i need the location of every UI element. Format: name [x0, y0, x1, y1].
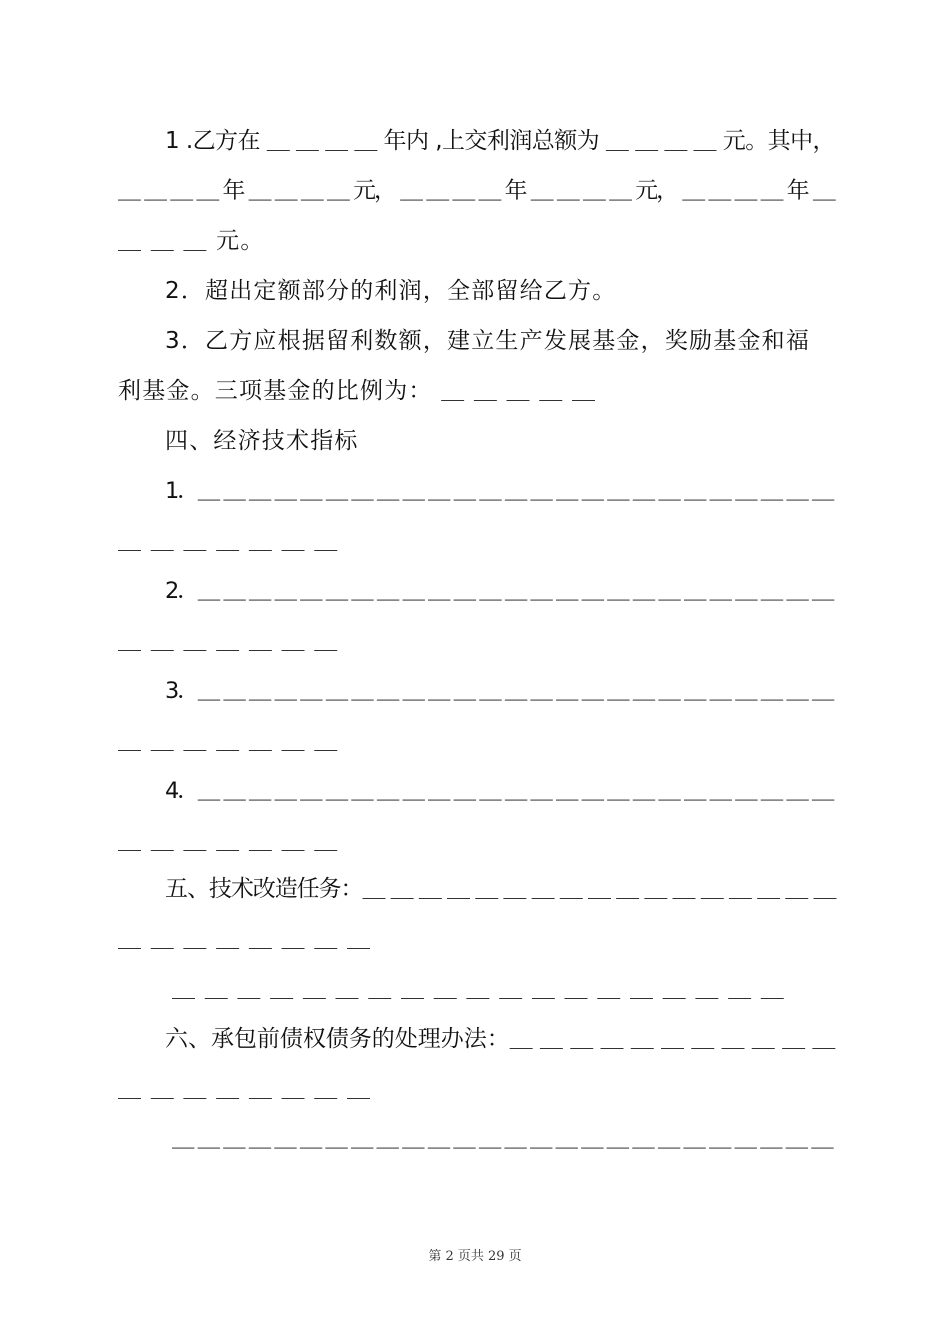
- section-heading-5: 五、技术改造任务：＿ ＿ ＿ ＿ ＿ ＿ ＿ ＿ ＿ ＿ ＿ ＿ ＿ ＿ ＿ ＿ ＿: [165, 876, 836, 902]
- indicator-2-line: 2．＿ ＿ ＿ ＿ ＿ ＿ ＿ ＿ ＿ ＿ ＿ ＿ ＿ ＿ ＿ ＿ ＿ ＿ ＿ ＿ ＿ ＿ ＿ ＿ ＿: [165, 578, 833, 604]
- indicator-3-cont: ＿ ＿ ＿ ＿ ＿ ＿ ＿: [118, 728, 339, 754]
- doc-line-4: 2．超出定额部分的利润，全部留给乙方。: [165, 278, 617, 304]
- section-6-blank: ＿ ＿ ＿ ＿ ＿ ＿ ＿ ＿ ＿ ＿ ＿ ＿ ＿ ＿ ＿ ＿ ＿ ＿ ＿ ＿ ＿ ＿ ＿ ＿ ＿ ＿: [172, 1126, 832, 1152]
- indicator-4-line: 4．＿ ＿ ＿ ＿ ＿ ＿ ＿ ＿ ＿ ＿ ＿ ＿ ＿ ＿ ＿ ＿ ＿ ＿ ＿ ＿ ＿ ＿ ＿ ＿ ＿: [165, 778, 833, 804]
- section-6-cont: ＿ ＿ ＿ ＿ ＿ ＿ ＿ ＿: [118, 1076, 372, 1102]
- indicator-2-cont: ＿ ＿ ＿ ＿ ＿ ＿ ＿: [118, 628, 339, 654]
- section-5-blank: ＿ ＿ ＿ ＿ ＿ ＿ ＿ ＿ ＿ ＿ ＿ ＿ ＿ ＿ ＿ ＿ ＿ ＿ ＿: [172, 976, 785, 1002]
- section-5-cont: ＿ ＿ ＿ ＿ ＿ ＿ ＿ ＿: [118, 926, 372, 952]
- indicator-3-line: 3．＿ ＿ ＿ ＿ ＿ ＿ ＿ ＿ ＿ ＿ ＿ ＿ ＿ ＿ ＿ ＿ ＿ ＿ ＿ ＿ ＿ ＿ ＿ ＿ ＿: [165, 678, 833, 704]
- doc-line-6: 利基金。三项基金的比例为： ＿ ＿ ＿ ＿ ＿: [118, 378, 597, 404]
- doc-line-2: ＿ ＿ ＿ ＿ 年 ＿ ＿ ＿ ＿ 元， ＿ ＿ ＿ ＿ 年 ＿ ＿ ＿ ＿ 元， ＿ ＿ ＿ ＿ 年 ＿: [118, 178, 834, 204]
- doc-line-5: 3．乙方应根据留利数额，建立生产发展基金，奖励基金和福: [165, 328, 811, 354]
- indicator-1-line: 1．＿ ＿ ＿ ＿ ＿ ＿ ＿ ＿ ＿ ＿ ＿ ＿ ＿ ＿ ＿ ＿ ＿ ＿ ＿ ＿ ＿ ＿ ＿ ＿ ＿: [165, 478, 833, 504]
- doc-line-3: ＿ ＿ ＿ 元。: [118, 228, 265, 254]
- section-heading-6: 六、承包前债权债务的处理办法：＿ ＿ ＿ ＿ ＿ ＿ ＿ ＿ ＿ ＿ ＿: [165, 1026, 836, 1052]
- section-heading-4: 四、经济技术指标: [165, 428, 359, 454]
- doc-line-1: 1 .乙方在 ＿ ＿ ＿ ＿ 年内 ,上交利润总额为 ＿ ＿ ＿ ＿ 元。其中，: [165, 128, 835, 154]
- indicator-1-cont: ＿ ＿ ＿ ＿ ＿ ＿ ＿: [118, 528, 339, 554]
- page-footer: 第 2 页共 29 页: [428, 1249, 522, 1264]
- indicator-4-cont: ＿ ＿ ＿ ＿ ＿ ＿ ＿: [118, 828, 339, 854]
